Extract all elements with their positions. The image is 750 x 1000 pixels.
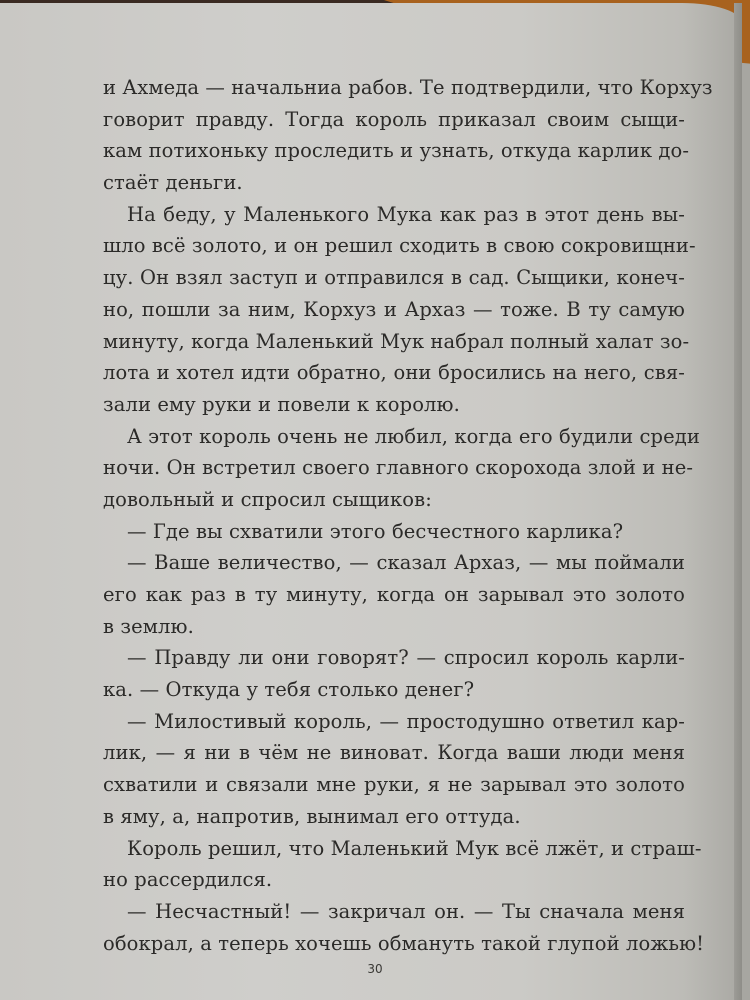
text-line: обокрал, а теперь хочешь обмануть такой глупой ложью! [103,931,705,955]
page-number: 30 [367,962,383,976]
text-line: довольный и спросил сыщиков: [103,487,432,511]
text-line: — Несчастный! — закричал он. — Ты сначала меня [127,899,685,923]
text-line: говорит правду. Тогда король приказал своим сыщи- [103,107,685,131]
text-line: — Где вы схватили этого бесчестного карлика? [127,519,624,543]
text-line: стаёт деньги. [103,171,243,195]
text-line: лота и хотел идти обратно, они бросились на него, свя- [103,361,685,385]
text-line: ночи. Он встретил своего главного скорохода злой и не- [103,456,694,480]
text-line: но рассердился. [103,868,273,892]
text-line: Король решил, что Маленький Мук всё лжёт, и страш- [127,836,702,860]
text-line: ка. — Откуда у тебя столько денег? [103,678,475,702]
text-line: минуту, когда Маленький Мук набрал полный халат зо- [103,329,690,353]
text-line: и Ахмеда — начальниа рабов. Те подтвердили, что Корхуз [103,76,713,99]
text-line: но, пошли за ним, Корхуз и Архаз — тоже. В ту самую [103,297,685,321]
text-line: лик, — я ни в чём не виноват. Когда ваши люди меня [103,741,685,765]
text-line: его как раз в ту минуту, когда он зарывал это золото [103,583,685,606]
text-line: шло всё золото, и он решил сходить в свою сокровищни- [103,234,696,258]
text-line: зали ему руки и повели к королю. [103,392,460,416]
text-line: цу. Он взял заступ и отправился в сад. Сыщики, конеч- [103,266,685,290]
text-line: кам потихоньку проследить и узнать, откуда карлик до- [103,139,690,163]
text-line: На беду, у Маленького Мука как раз в этот день вы- [127,202,685,226]
text-line: в землю. [103,614,194,638]
page-edge-shadow [734,3,742,1000]
text-line: схватили и связали мне руки, я не зарывал это золото [103,773,685,797]
text-line: в яму, а, напротив, вынимал его оттуда. [103,804,521,828]
text-line: А этот король очень не любил, когда его будили среди [127,424,700,448]
page-body-text [103,72,713,959]
text-line: — Правду ли они говорят? — спросил король карли- [127,646,685,670]
text-line: — Ваше величество, — сказал Архаз, — мы поймали [127,551,685,575]
text-line: — Милостивый король, — простодушно ответил кар- [127,709,685,733]
